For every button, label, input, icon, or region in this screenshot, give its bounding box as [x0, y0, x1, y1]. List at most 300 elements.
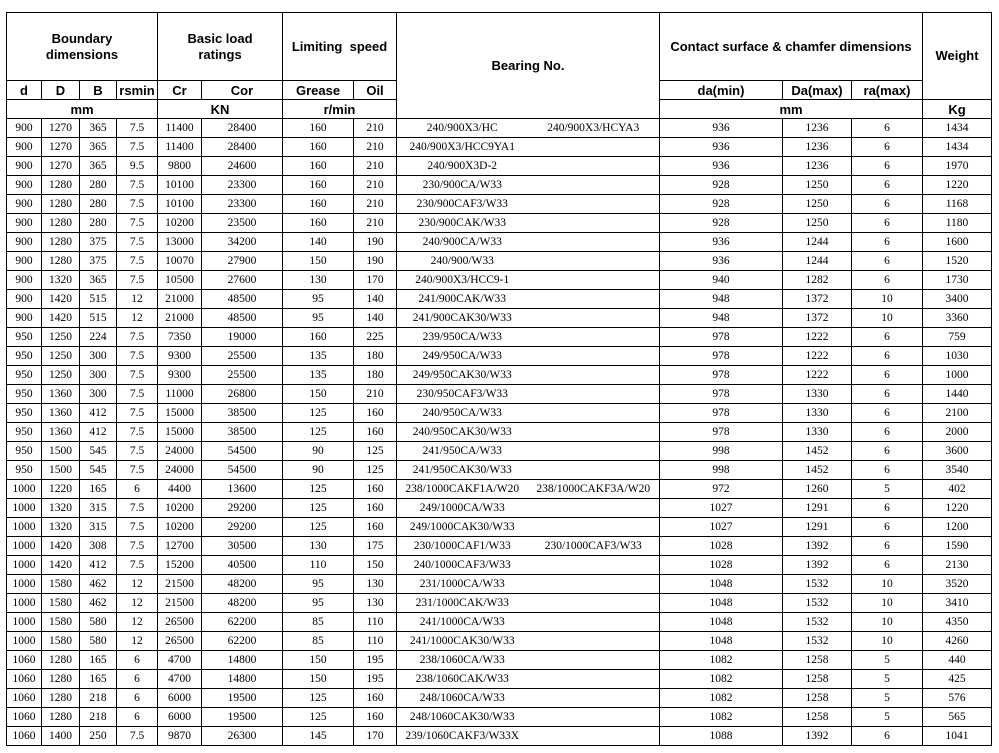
cell-cr: 9800 — [158, 157, 202, 176]
cell-weight: 1041 — [923, 727, 992, 746]
header-ra-max: ra(max) — [852, 81, 923, 100]
cell-bearing-no-alt — [528, 651, 660, 670]
cell-da-min: 978 — [660, 404, 783, 423]
cell-bearing-no-alt — [528, 575, 660, 594]
cell-ra-max: 5 — [852, 651, 923, 670]
cell-bearing-no: 238/1060CA/W33 — [397, 651, 528, 670]
cell-rsmin: 6 — [117, 670, 158, 689]
cell-cor: 30500 — [202, 537, 283, 556]
cell-D: 1270 — [42, 138, 80, 157]
cell-ra-max: 6 — [852, 252, 923, 271]
unit-mm-contact: mm — [660, 100, 923, 119]
cell-bearing-no: 241/1000CA/W33 — [397, 613, 528, 632]
cell-d: 950 — [7, 366, 42, 385]
cell-d: 950 — [7, 404, 42, 423]
header-grease: Grease — [283, 81, 354, 100]
cell-cr: 12700 — [158, 537, 202, 556]
cell-ra-max: 5 — [852, 689, 923, 708]
cell-cor: 13600 — [202, 480, 283, 499]
cell-rsmin: 7.5 — [117, 176, 158, 195]
cell-oil: 170 — [354, 271, 397, 290]
cell-rsmin: 12 — [117, 594, 158, 613]
cell-oil: 175 — [354, 537, 397, 556]
cell-grease: 150 — [283, 670, 354, 689]
table-row — [7, 214, 992, 233]
header-weight: Weight — [923, 13, 992, 100]
cell-ra-max: 10 — [852, 309, 923, 328]
cell-da-max: 1291 — [783, 499, 852, 518]
cell-ra-max: 6 — [852, 233, 923, 252]
cell-B: 462 — [80, 594, 117, 613]
cell-grease: 150 — [283, 385, 354, 404]
cell-oil: 160 — [354, 499, 397, 518]
cell-da-max: 1236 — [783, 119, 852, 138]
cell-cor: 48200 — [202, 575, 283, 594]
cell-d: 1060 — [7, 670, 42, 689]
cell-grease: 150 — [283, 252, 354, 271]
cell-D: 1280 — [42, 708, 80, 727]
cell-oil: 180 — [354, 366, 397, 385]
cell-D: 1420 — [42, 556, 80, 575]
cell-D: 1580 — [42, 594, 80, 613]
cell-B: 412 — [80, 556, 117, 575]
cell-ra-max: 6 — [852, 328, 923, 347]
cell-da-min: 978 — [660, 347, 783, 366]
cell-grease: 125 — [283, 708, 354, 727]
cell-D: 1360 — [42, 385, 80, 404]
table-row — [7, 176, 992, 195]
cell-weight: 3520 — [923, 575, 992, 594]
cell-oil: 110 — [354, 613, 397, 632]
cell-ra-max: 6 — [852, 138, 923, 157]
cell-cor: 26300 — [202, 727, 283, 746]
cell-oil: 160 — [354, 689, 397, 708]
header-B: B — [80, 81, 117, 100]
cell-B: 462 — [80, 575, 117, 594]
cell-cor: 25500 — [202, 347, 283, 366]
cell-B: 580 — [80, 613, 117, 632]
cell-da-max: 1372 — [783, 290, 852, 309]
cell-weight: 2100 — [923, 404, 992, 423]
cell-weight: 1220 — [923, 176, 992, 195]
cell-oil: 180 — [354, 347, 397, 366]
cell-d: 900 — [7, 214, 42, 233]
cell-oil: 160 — [354, 480, 397, 499]
cell-da-min: 940 — [660, 271, 783, 290]
cell-B: 412 — [80, 404, 117, 423]
table-row — [7, 442, 992, 461]
cell-da-min: 972 — [660, 480, 783, 499]
cell-weight: 3600 — [923, 442, 992, 461]
cell-oil: 125 — [354, 461, 397, 480]
cell-D: 1580 — [42, 613, 80, 632]
cell-D: 1500 — [42, 442, 80, 461]
cell-da-max: 1258 — [783, 689, 852, 708]
cell-cor: 29200 — [202, 499, 283, 518]
cell-bearing-no-alt — [528, 195, 660, 214]
cell-da-min: 1088 — [660, 727, 783, 746]
cell-da-min: 936 — [660, 119, 783, 138]
cell-d: 900 — [7, 157, 42, 176]
cell-grease: 160 — [283, 195, 354, 214]
cell-bearing-no: 230/900CAF3/W33 — [397, 195, 528, 214]
cell-bearing-no-alt — [528, 556, 660, 575]
cell-B: 280 — [80, 195, 117, 214]
cell-d: 1060 — [7, 708, 42, 727]
table-row — [7, 537, 992, 556]
cell-da-min: 978 — [660, 328, 783, 347]
cell-weight: 565 — [923, 708, 992, 727]
cell-ra-max: 10 — [852, 613, 923, 632]
cell-bearing-no-alt — [528, 366, 660, 385]
header-boundary-dimensions: Boundary dimensions — [7, 13, 158, 81]
cell-grease: 125 — [283, 499, 354, 518]
cell-rsmin: 7.5 — [117, 727, 158, 746]
cell-rsmin: 7.5 — [117, 385, 158, 404]
cell-D: 1250 — [42, 347, 80, 366]
cell-da-min: 1048 — [660, 575, 783, 594]
cell-oil: 225 — [354, 328, 397, 347]
cell-cr: 11400 — [158, 138, 202, 157]
cell-B: 300 — [80, 385, 117, 404]
cell-da-max: 1250 — [783, 195, 852, 214]
cell-bearing-no-alt: 240/900X3/HCYA3 — [528, 119, 660, 138]
cell-rsmin: 7.5 — [117, 366, 158, 385]
cell-D: 1360 — [42, 404, 80, 423]
cell-da-max: 1532 — [783, 575, 852, 594]
cell-da-min: 928 — [660, 195, 783, 214]
cell-da-min: 928 — [660, 214, 783, 233]
cell-oil: 130 — [354, 594, 397, 613]
bearing-spec-sheet — [6, 12, 991, 746]
cell-d: 900 — [7, 195, 42, 214]
cell-oil: 160 — [354, 423, 397, 442]
cell-weight: 2130 — [923, 556, 992, 575]
table-row — [7, 347, 992, 366]
cell-da-min: 936 — [660, 157, 783, 176]
cell-bearing-no-alt — [528, 176, 660, 195]
cell-oil: 195 — [354, 651, 397, 670]
cell-cr: 26500 — [158, 613, 202, 632]
cell-bearing-no-alt — [528, 138, 660, 157]
header-D: D — [42, 81, 80, 100]
cell-bearing-no-alt — [528, 214, 660, 233]
cell-da-min: 1028 — [660, 556, 783, 575]
cell-B: 308 — [80, 537, 117, 556]
cell-D: 1360 — [42, 423, 80, 442]
cell-cr: 26500 — [158, 632, 202, 651]
cell-D: 1270 — [42, 119, 80, 138]
table-row — [7, 290, 992, 309]
cell-oil: 210 — [354, 119, 397, 138]
cell-cor: 14800 — [202, 670, 283, 689]
cell-da-min: 998 — [660, 442, 783, 461]
cell-da-min: 936 — [660, 138, 783, 157]
cell-cor: 48500 — [202, 290, 283, 309]
cell-d: 1060 — [7, 727, 42, 746]
cell-da-max: 1392 — [783, 556, 852, 575]
cell-bearing-no: 230/900CA/W33 — [397, 176, 528, 195]
table-row — [7, 309, 992, 328]
cell-cor: 28400 — [202, 138, 283, 157]
cell-da-max: 1452 — [783, 442, 852, 461]
cell-ra-max: 6 — [852, 518, 923, 537]
cell-ra-max: 6 — [852, 442, 923, 461]
cell-ra-max: 6 — [852, 537, 923, 556]
table-body — [7, 119, 992, 746]
table-row — [7, 727, 992, 746]
cell-rsmin: 7.5 — [117, 271, 158, 290]
cell-cr: 10500 — [158, 271, 202, 290]
cell-B: 545 — [80, 461, 117, 480]
unit-rmin: r/min — [283, 100, 397, 119]
cell-cor: 34200 — [202, 233, 283, 252]
cell-cor: 38500 — [202, 423, 283, 442]
cell-cr: 4400 — [158, 480, 202, 499]
cell-bearing-no-alt: 238/1000CAKF3A/W20 — [528, 480, 660, 499]
table-row — [7, 499, 992, 518]
header-bearing-no: Bearing No. — [397, 13, 660, 119]
cell-D: 1420 — [42, 309, 80, 328]
cell-da-min: 1027 — [660, 518, 783, 537]
cell-bearing-no: 240/900X3/HCC9YA1 — [397, 138, 528, 157]
cell-da-min: 936 — [660, 233, 783, 252]
cell-D: 1280 — [42, 689, 80, 708]
cell-da-max: 1532 — [783, 594, 852, 613]
cell-bearing-no: 240/950CAK30/W33 — [397, 423, 528, 442]
cell-cor: 62200 — [202, 613, 283, 632]
cell-da-max: 1222 — [783, 328, 852, 347]
table-row — [7, 385, 992, 404]
cell-D: 1320 — [42, 499, 80, 518]
cell-rsmin: 7.5 — [117, 328, 158, 347]
cell-cor: 62200 — [202, 632, 283, 651]
cell-bearing-no-alt — [528, 461, 660, 480]
cell-cr: 9300 — [158, 347, 202, 366]
cell-B: 280 — [80, 214, 117, 233]
cell-bearing-no-alt — [528, 613, 660, 632]
cell-B: 224 — [80, 328, 117, 347]
cell-d: 950 — [7, 328, 42, 347]
cell-d: 1000 — [7, 594, 42, 613]
cell-cor: 54500 — [202, 461, 283, 480]
cell-da-min: 1082 — [660, 651, 783, 670]
cell-bearing-no-alt: 230/1000CAF3/W33 — [528, 537, 660, 556]
table-row — [7, 575, 992, 594]
cell-bearing-no: 230/900CAK/W33 — [397, 214, 528, 233]
table-row — [7, 328, 992, 347]
cell-cr: 11400 — [158, 119, 202, 138]
unit-mm: mm — [7, 100, 158, 119]
cell-bearing-no-alt — [528, 423, 660, 442]
cell-cr: 15200 — [158, 556, 202, 575]
cell-bearing-no: 239/950CA/W33 — [397, 328, 528, 347]
cell-rsmin: 7.5 — [117, 195, 158, 214]
cell-weight: 1434 — [923, 138, 992, 157]
cell-bearing-no-alt — [528, 689, 660, 708]
cell-da-min: 948 — [660, 309, 783, 328]
cell-da-max: 1330 — [783, 423, 852, 442]
table-row — [7, 461, 992, 480]
cell-D: 1220 — [42, 480, 80, 499]
cell-da-max: 1392 — [783, 727, 852, 746]
cell-bearing-no-alt — [528, 442, 660, 461]
cell-cor: 23300 — [202, 176, 283, 195]
cell-da-max: 1222 — [783, 347, 852, 366]
cell-ra-max: 6 — [852, 385, 923, 404]
cell-cr: 10200 — [158, 214, 202, 233]
cell-cor: 27900 — [202, 252, 283, 271]
cell-bearing-no-alt — [528, 252, 660, 271]
cell-ra-max: 6 — [852, 461, 923, 480]
cell-grease: 140 — [283, 233, 354, 252]
cell-da-max: 1250 — [783, 214, 852, 233]
cell-oil: 150 — [354, 556, 397, 575]
cell-d: 900 — [7, 252, 42, 271]
cell-oil: 130 — [354, 575, 397, 594]
cell-da-max: 1260 — [783, 480, 852, 499]
cell-bearing-no: 240/900CA/W33 — [397, 233, 528, 252]
cell-bearing-no-alt — [528, 404, 660, 423]
cell-grease: 160 — [283, 138, 354, 157]
cell-oil: 140 — [354, 290, 397, 309]
cell-rsmin: 7.5 — [117, 119, 158, 138]
cell-da-max: 1452 — [783, 461, 852, 480]
cell-weight: 1970 — [923, 157, 992, 176]
cell-grease: 150 — [283, 651, 354, 670]
cell-d: 1000 — [7, 499, 42, 518]
table-row — [7, 195, 992, 214]
cell-bearing-no-alt — [528, 271, 660, 290]
cell-weight: 4350 — [923, 613, 992, 632]
cell-B: 250 — [80, 727, 117, 746]
cell-cor: 54500 — [202, 442, 283, 461]
cell-ra-max: 5 — [852, 480, 923, 499]
unit-kg: Kg — [923, 100, 992, 119]
cell-ra-max: 5 — [852, 670, 923, 689]
table-row — [7, 670, 992, 689]
cell-weight: 1220 — [923, 499, 992, 518]
table-row — [7, 480, 992, 499]
header-oil: Oil — [354, 81, 397, 100]
cell-d: 900 — [7, 138, 42, 157]
table-row — [7, 138, 992, 157]
cell-ra-max: 6 — [852, 195, 923, 214]
cell-grease: 125 — [283, 518, 354, 537]
cell-bearing-no-alt — [528, 727, 660, 746]
cell-rsmin: 7.5 — [117, 461, 158, 480]
cell-D: 1500 — [42, 461, 80, 480]
cell-weight: 2000 — [923, 423, 992, 442]
cell-cr: 21000 — [158, 309, 202, 328]
cell-weight: 425 — [923, 670, 992, 689]
table-row — [7, 556, 992, 575]
cell-cor: 19500 — [202, 708, 283, 727]
cell-rsmin: 7.5 — [117, 556, 158, 575]
cell-bearing-no: 248/1060CA/W33 — [397, 689, 528, 708]
cell-bearing-no: 241/900CAK30/W33 — [397, 309, 528, 328]
cell-rsmin: 7.5 — [117, 518, 158, 537]
cell-cr: 21500 — [158, 594, 202, 613]
cell-d: 900 — [7, 309, 42, 328]
header-limiting-speed: Limiting speed — [283, 13, 397, 81]
cell-oil: 110 — [354, 632, 397, 651]
cell-grease: 160 — [283, 176, 354, 195]
table-row — [7, 651, 992, 670]
cell-bearing-no-alt — [528, 708, 660, 727]
cell-bearing-no: 241/950CA/W33 — [397, 442, 528, 461]
cell-D: 1420 — [42, 537, 80, 556]
cell-bearing-no: 230/950CAF3/W33 — [397, 385, 528, 404]
cell-B: 365 — [80, 271, 117, 290]
cell-cor: 26800 — [202, 385, 283, 404]
cell-B: 365 — [80, 157, 117, 176]
cell-B: 412 — [80, 423, 117, 442]
cell-weight: 3540 — [923, 461, 992, 480]
cell-rsmin: 7.5 — [117, 214, 158, 233]
cell-weight: 1434 — [923, 119, 992, 138]
cell-bearing-no-alt — [528, 309, 660, 328]
cell-B: 218 — [80, 689, 117, 708]
cell-d: 950 — [7, 347, 42, 366]
cell-cor: 14800 — [202, 651, 283, 670]
cell-bearing-no-alt — [528, 499, 660, 518]
cell-B: 515 — [80, 309, 117, 328]
cell-D: 1580 — [42, 632, 80, 651]
cell-cor: 28400 — [202, 119, 283, 138]
table-row — [7, 366, 992, 385]
cell-ra-max: 6 — [852, 499, 923, 518]
cell-D: 1280 — [42, 233, 80, 252]
cell-B: 515 — [80, 290, 117, 309]
cell-oil: 160 — [354, 518, 397, 537]
cell-bearing-no: 240/900X3/HCC9-1 — [397, 271, 528, 290]
cell-da-max: 1330 — [783, 385, 852, 404]
cell-ra-max: 6 — [852, 271, 923, 290]
cell-bearing-no-alt — [528, 328, 660, 347]
cell-d: 900 — [7, 176, 42, 195]
cell-da-max: 1282 — [783, 271, 852, 290]
cell-da-min: 978 — [660, 366, 783, 385]
cell-cor: 40500 — [202, 556, 283, 575]
cell-cr: 24000 — [158, 442, 202, 461]
cell-B: 315 — [80, 499, 117, 518]
cell-bearing-no: 240/900X3D-2 — [397, 157, 528, 176]
cell-d: 950 — [7, 461, 42, 480]
cell-B: 545 — [80, 442, 117, 461]
cell-cr: 10100 — [158, 176, 202, 195]
cell-D: 1280 — [42, 214, 80, 233]
table-row — [7, 518, 992, 537]
cell-bearing-no-alt — [528, 632, 660, 651]
table-row — [7, 423, 992, 442]
cell-rsmin: 7.5 — [117, 347, 158, 366]
cell-bearing-no: 238/1000CAKF1A/W20 — [397, 480, 528, 499]
cell-rsmin: 12 — [117, 309, 158, 328]
cell-bearing-no: 249/950CA/W33 — [397, 347, 528, 366]
header-cr: Cr — [158, 81, 202, 100]
cell-weight: 576 — [923, 689, 992, 708]
cell-rsmin: 12 — [117, 613, 158, 632]
cell-B: 375 — [80, 252, 117, 271]
cell-weight: 1520 — [923, 252, 992, 271]
cell-d: 1060 — [7, 651, 42, 670]
cell-grease: 90 — [283, 442, 354, 461]
table-row — [7, 708, 992, 727]
cell-weight: 4260 — [923, 632, 992, 651]
cell-grease: 110 — [283, 556, 354, 575]
cell-bearing-no: 241/1000CAK30/W33 — [397, 632, 528, 651]
